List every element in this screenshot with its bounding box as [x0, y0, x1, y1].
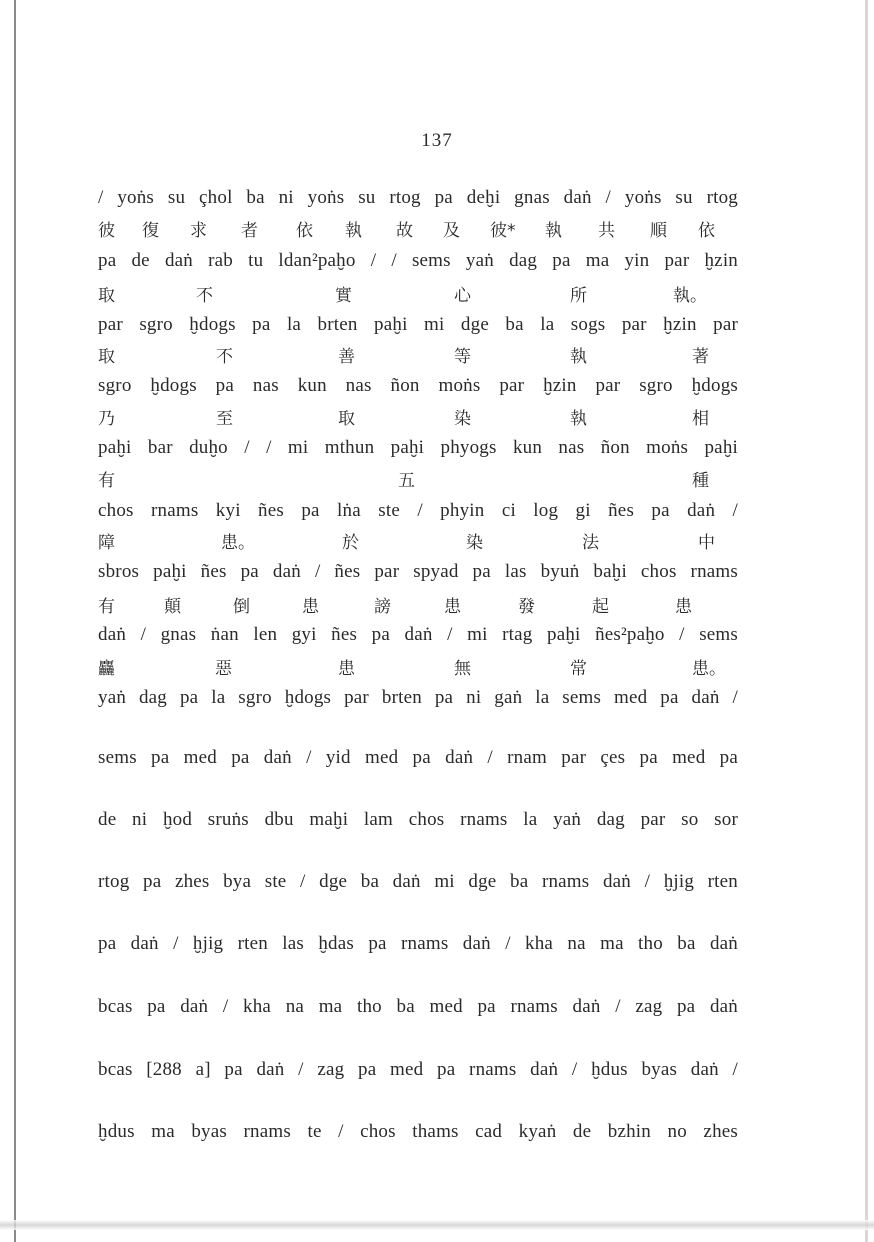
gloss-glyph: 染: [466, 533, 483, 553]
text-line: bcas pa daṅ / kha na ma tho ba med pa rnams daṅ / zag pa daṅ: [98, 996, 738, 1017]
text-line: sems pa med pa daṅ / yid med pa daṅ / rnam par çes pa med pa: [98, 747, 738, 768]
gloss-glyph: 執。: [673, 286, 707, 306]
gloss-glyph: 取: [338, 409, 355, 429]
text-line: rtog pa zhes bya ste / dge ba daṅ mi dge ba rnams daṅ / ḫjig rten: [98, 871, 738, 892]
gloss-glyph: 倒: [233, 597, 250, 617]
page-number: 137: [421, 130, 453, 151]
gloss-glyph: 惡: [215, 659, 232, 679]
gloss-glyph: 及: [443, 221, 460, 241]
gloss-glyph: 著: [692, 347, 709, 367]
gloss-glyph: 心: [454, 286, 471, 306]
gloss-glyph: 等: [454, 347, 471, 367]
text-line: bcas [288 a] pa daṅ / zag pa med pa rnams daṅ / ḫdus byas daṅ /: [98, 1059, 738, 1080]
scan-edge: [14, 0, 16, 1242]
text-line: sbros paḫi ñes pa daṅ / ñes par spyad pa las byuṅ baḫi chos rnams: [98, 561, 738, 582]
gloss-glyph: 至: [216, 409, 233, 429]
gloss-glyph: 彼: [98, 221, 115, 241]
text-line: pa de daṅ rab tu ldan²paḫo / / sems yaṅ dag pa ma yin par ḫzin: [98, 250, 738, 271]
text-line: chos rnams kyi ñes pa lṅa ste / phyin ci log gi ñes pa daṅ /: [98, 500, 738, 521]
gloss-glyph: 取: [98, 286, 115, 306]
gloss-glyph: 常: [570, 659, 587, 679]
gloss-glyph: 起: [592, 597, 609, 617]
text-line: ḫdus ma byas rnams te / chos thams cad kyaṅ de bzhin no zhes: [98, 1121, 738, 1142]
text-line: sgro ḫdogs pa nas kun nas ñon moṅs par ḫzin par sgro ḫdogs: [98, 375, 738, 396]
gloss-glyph: 五: [398, 471, 415, 491]
gloss-glyph: 法: [582, 533, 599, 553]
gloss-glyph: 患: [444, 597, 461, 617]
gloss-glyph: 依: [698, 221, 715, 241]
text-line: paḫi bar duḫo / / mi mthun paḫi phyogs kun nas ñon moṅs paḫi: [98, 437, 738, 458]
gloss-glyph: 不: [216, 347, 233, 367]
gloss-glyph: 乃: [98, 409, 115, 429]
gloss-glyph: 所: [570, 286, 587, 306]
gloss-glyph: 實: [335, 286, 352, 306]
text-line: par sgro ḫdogs pa la brten paḫi mi dge ba la sogs par ḫzin par: [98, 314, 738, 335]
gloss-glyph: 麤: [98, 659, 115, 679]
gloss-glyph: 彼*: [490, 221, 516, 241]
gloss-glyph: 執: [570, 409, 587, 429]
gloss-glyph: 復: [142, 221, 159, 241]
text-line: de ni ḫod sruṅs dbu maḫi lam chos rnams la yaṅ dag par so sor: [98, 809, 738, 830]
gloss-glyph: 染: [454, 409, 471, 429]
gloss-glyph: 依: [296, 221, 313, 241]
scan-edge: [865, 0, 868, 1242]
text-line: yaṅ dag pa la sgro ḫdogs par brten pa ni gaṅ la sems med pa daṅ /: [98, 687, 738, 708]
gloss-glyph: 執: [345, 221, 362, 241]
scan-bottom-edge: [0, 1220, 874, 1230]
gloss-glyph: 故: [396, 221, 413, 241]
text-line: pa daṅ / ḫjig rten las ḫdas pa rnams daṅ / kha na ma tho ba daṅ: [98, 933, 738, 954]
gloss-glyph: 有: [98, 597, 115, 617]
gloss-glyph: 順: [650, 221, 667, 241]
gloss-glyph: 不: [196, 286, 213, 306]
gloss-glyph: 患。: [692, 659, 726, 679]
gloss-glyph: 謗: [374, 597, 391, 617]
gloss-glyph: 共: [598, 221, 615, 241]
gloss-glyph: 執: [545, 221, 562, 241]
gloss-glyph: 患。: [221, 533, 255, 553]
gloss-glyph: 顛: [164, 597, 181, 617]
gloss-glyph: 患: [675, 597, 692, 617]
gloss-glyph: 有: [98, 471, 115, 491]
gloss-glyph: 患: [338, 659, 355, 679]
gloss-glyph: 障: [98, 533, 115, 553]
gloss-glyph: 患: [302, 597, 319, 617]
text-line: daṅ / gnas ṅan len gyi ñes pa daṅ / mi rtag paḫi ñes²paḫo / sems: [98, 624, 738, 645]
gloss-glyph: 無: [454, 659, 471, 679]
gloss-glyph: 中: [698, 533, 715, 553]
gloss-glyph: 者: [241, 221, 258, 241]
gloss-glyph: 求: [190, 221, 207, 241]
gloss-glyph: 善: [338, 347, 355, 367]
gloss-glyph: 種: [692, 471, 709, 491]
gloss-glyph: 發: [518, 597, 535, 617]
gloss-glyph: 執: [570, 347, 587, 367]
text-line: / yoṅs su çhol ba ni yoṅs su rtog pa deḫi gnas daṅ / yoṅs su rtog: [98, 187, 738, 208]
gloss-glyph: 於: [342, 533, 359, 553]
gloss-glyph: 取: [98, 347, 115, 367]
gloss-glyph: 相: [692, 409, 709, 429]
